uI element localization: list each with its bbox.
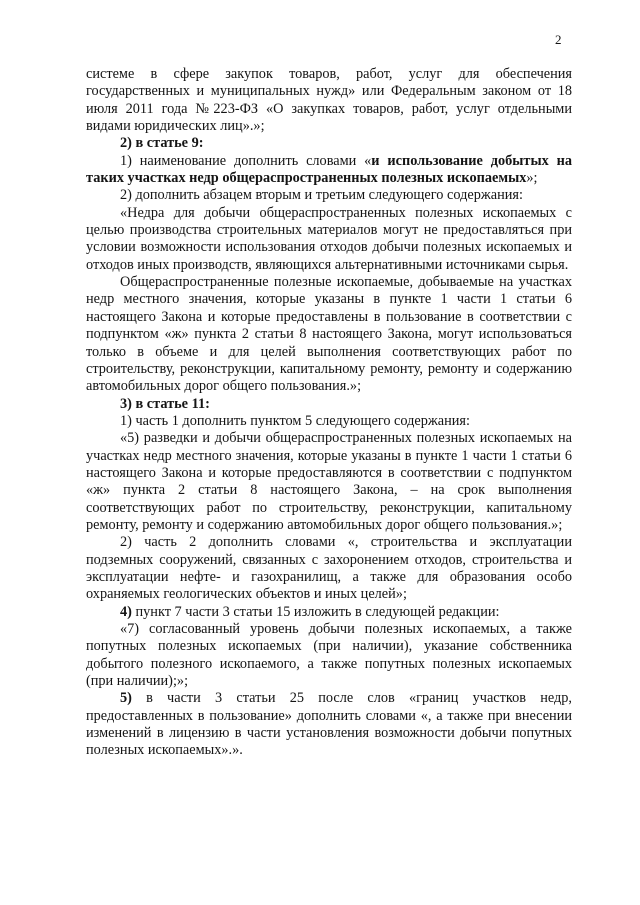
paragraph-article-11-item-1: 1) часть 1 дополнить пунктом 5 следующего содержания: bbox=[120, 412, 470, 429]
page-number: 2 bbox=[555, 32, 562, 47]
paragraph-item-5 bbox=[86, 690, 572, 759]
paragraph-article-11-item-2: 2) часть 2 дополнить словами «, строительства и эксплуатации подземных сооружений, связанных с захоронением отходов, строительства и эксплуатации нефте- и газохранилищ, а также для образования особо охраняемых геологических объектов и иных целей»; bbox=[86, 534, 572, 603]
item-5-text: в части 3 статьи 25 после слов «границ участков недр, предоставленных в пользование» дополнить словами «, а также при внесении изменений в лицензию в части установления возможности добычи попутных полезных ископаемых».». bbox=[86, 690, 572, 759]
paragraph-quote-item-5: «5) разведки и добычи общераспространенных полезных ископаемых на участках недр местного значения, которые указаны в пункте 1 части 1 статьи 6 настоящего Закона и которые предоставляются в соответствии с подпунктом «ж» пункта 2 статьи 8 настоящего Закона, – на срок выполнения соответствующих работ по строительству, реконструкции, капитальному ремонту, ремонту и содержанию автомобильных дорог общего пользования.»; bbox=[86, 430, 572, 533]
item-4-text: пункт 7 части 3 статьи 15 изложить в следующей редакции: bbox=[131, 603, 500, 620]
paragraph-article-9-item-1 bbox=[86, 153, 572, 188]
paragraph-quote-item-7: «7) согласованный уровень добычи полезных ископаемых, а также попутных полезных ископаемых (при наличии), указание собственника добытого полезного ископаемого, а также попутных полезных ископаемых (при наличии);»; bbox=[86, 621, 572, 690]
heading-article-9: 2) в статье 9: bbox=[120, 135, 204, 152]
paragraph-item-4 bbox=[86, 604, 572, 621]
item-1-text: 1) наименование дополнить словами « bbox=[120, 152, 372, 169]
paragraph-article-9-item-2: 2) дополнить абзацем вторым и третьим следующего содержания: bbox=[120, 187, 523, 204]
document-body bbox=[86, 66, 572, 760]
item-1-bold-text: и использование добытых на таких участках недр общераспространенных полезных ископаемых bbox=[86, 152, 572, 187]
paragraph-quote-subsoil: «Недра для добычи общераспространенных полезных ископаемых с целью производства строительных материалов могут не предоставляться при условии возможности использования отходов добычи полезных ископаемых и отходов иных производств, являющихся альтернативными источниками сырья. bbox=[86, 204, 572, 273]
heading-article-11: 3) в статье 11: bbox=[120, 395, 210, 412]
item-1-closing: »; bbox=[526, 170, 538, 187]
item-4-number: 4) bbox=[120, 603, 132, 620]
item-5-number: 5) bbox=[120, 690, 132, 707]
paragraph-quote-minerals: Общераспространенные полезные ископаемые, добываемые на участках недр местного значения, которые указаны в пункте 1 части 1 статьи 6 настоящего Закона и которые предоставлены в пользование в соответствии с подпунктом «ж» пункта 2 статьи 8 настоящего Закона, могут использоваться только в объеме и для целей выполнения соответствующих работ по строительству, реконструкции, капитальному ремонту, ремонту и содержанию автомобильных дорог общего пользования.»; bbox=[86, 274, 572, 395]
paragraph-continuation: системе в сфере закупок товаров, работ, услуг для обеспечения государственных и муниципальных нужд» или Федеральным законом от 18 июля 2011 года №223-ФЗ «О закупках товаров, работ, услуг отдельными видами юридических лиц».»; bbox=[86, 66, 572, 135]
